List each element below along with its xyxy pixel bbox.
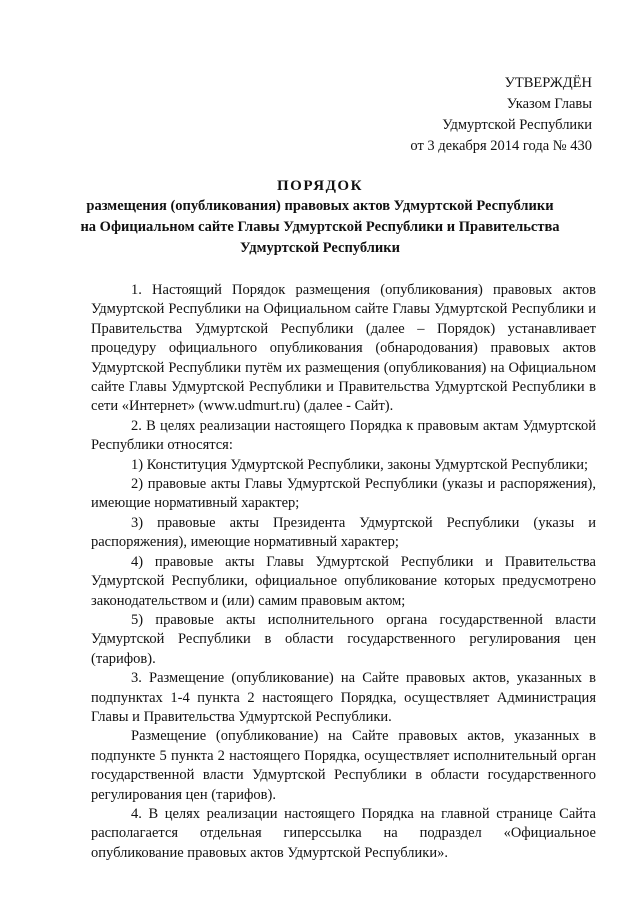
title-line-1: размещения (опубликования) правовых актов Удмуртской Республики [86,198,554,214]
list-item-2: 2) правовые акты Главы Удмуртской Республики (указы и распоряжения), имеющие нормативный характер; [91,476,596,512]
title-line-2: на Официальном сайте Главы Удмуртской Республики и Правительства [80,219,560,235]
paragraph-4: 4. В целях реализации настоящего Порядка на главной странице Сайта располагается отдельная гиперссылка на подраздел «Официальное опубликование правовых актов Удмуртской Республики». [91,805,596,861]
title-line-3: Удмуртской Республики [240,240,400,256]
document-title [60,176,580,259]
paragraph-3: 3. Размещение (опубликование) на Сайте правовых актов, указанных в подпунктах 1-4 пункта 2 настоящего Порядка, осуществляет Администрация Главы и Правительства Удмуртской Республики. [91,670,596,725]
list-item-1: 1) Конституция Удмуртской Республики, законы Удмуртской Республики; [131,456,588,473]
document-body [91,281,596,863]
title-main: ПОРЯДОК [277,178,363,194]
list-item-4: 4) правовые акты Главы Удмуртской Республики и Правительства Удмуртской Республики, официальное опубликование которых предусмотрено законодательством и (или) самим правовым актом; [91,553,596,609]
approval-republic: Удмуртской Республики [442,117,592,133]
approval-stamp [410,73,592,157]
approval-approved: УТВЕРЖДЁН [504,75,592,91]
paragraph-3-continued: Размещение (опубликование) на Сайте правовых актов, указанных в подпункте 5 пункта 2 настоящего Порядка, осуществляет исполнительный орган государственной власти Удмуртской Республики в области государственного регулирования цен (тарифов). [91,728,596,803]
list-item-5: 5) правовые акты исполнительного органа государственной власти Удмуртской Республики в области государственного регулирования цен (тарифов). [91,611,596,667]
list-item-3: 3) правовые акты Президента Удмуртской Республики (указы и распоряжения), имеющие нормативный характер; [91,514,596,551]
approval-decree: Указом Главы [506,96,592,112]
approval-date-number: от 3 декабря 2014 года № 430 [410,138,592,154]
paragraph-2: 2. В целях реализации настоящего Порядка к правовым актам Удмуртской Республики относятся: [91,417,596,454]
paragraph-1: 1. Настоящий Порядок размещения (опубликования) правовых актов Удмуртской Республики на Официальном сайте Главы Удмуртской Республики и Правительства Удмуртской Республики (далее – Порядок) устанавливает процедуру официального опубликования (обнародования) правовых актов Удмуртской Республики путём их размещения (опубликования) на Официальном сайте Главы Удмуртской Республики и Правительства Удмуртской Республики в сети «Интернет» (www.udmurt.ru) (далее - Сайт). [91,282,596,415]
